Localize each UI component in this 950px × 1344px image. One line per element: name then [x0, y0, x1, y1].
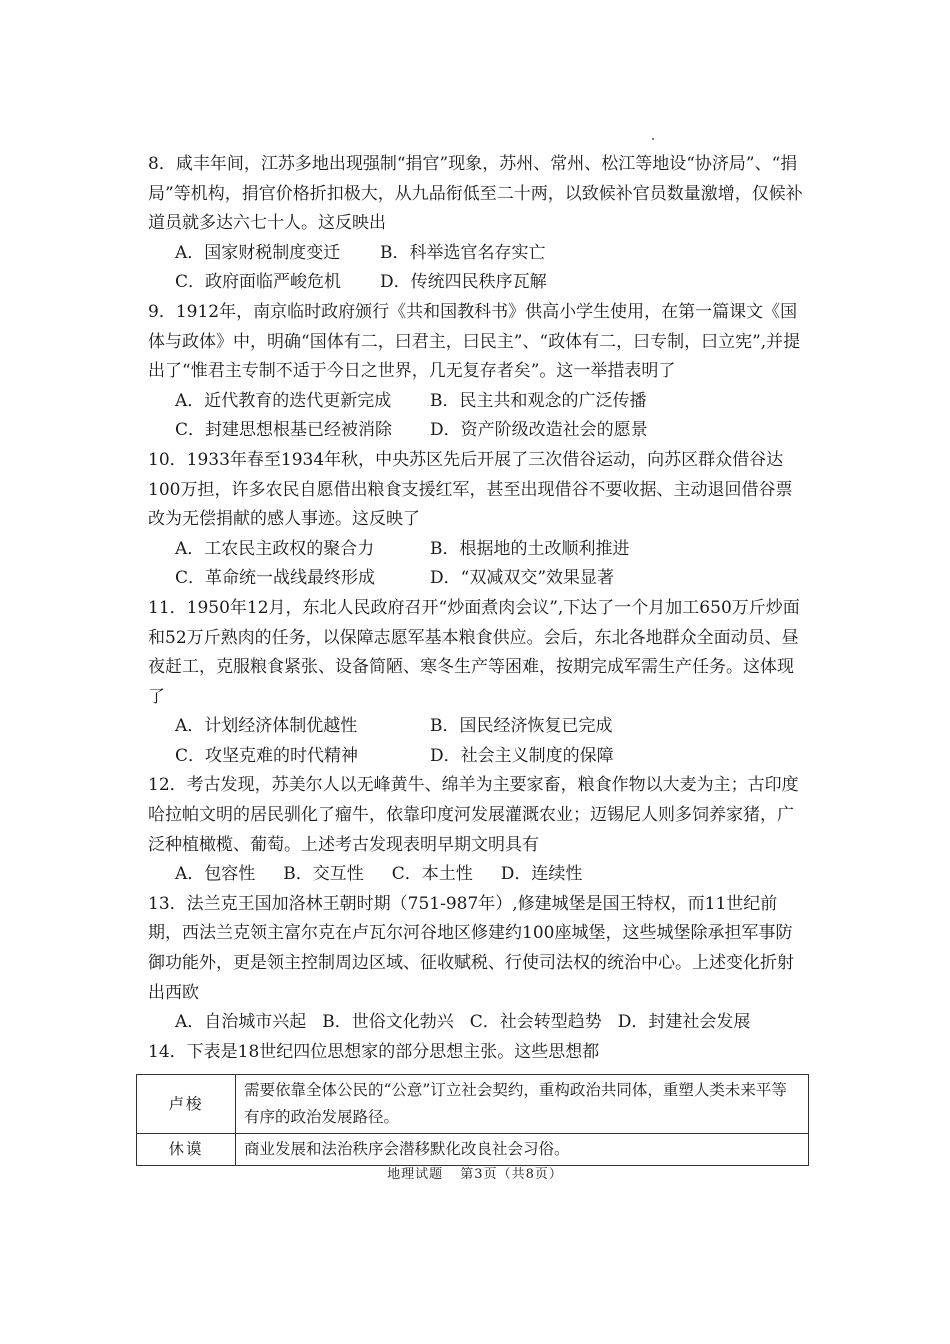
option-c: C．封建思想根基已经被消除: [175, 420, 393, 441]
options-row: [148, 416, 808, 446]
options-row: [148, 239, 808, 269]
options-row: [148, 268, 808, 298]
option-c: C．攻坚克难的时代精神: [175, 745, 359, 766]
question-13: [148, 890, 808, 1038]
question-stem: 9．1912年，南京临时政府颁行《共和国教科书》供高小学生使用，在第一篇课文《国体与政体》中，明确“国体有二，曰君主，曰民主”、“政体有二，曰专制，曰立宪”,并提出了“惟君主专制不适于今日之世界，几无复存者矣”。这一举措表明了: [148, 301, 801, 382]
option-c: C．政府面临严峻危机: [175, 272, 342, 293]
option-d: D．“双减双交”效果显著: [430, 568, 615, 589]
thinker-name: 休谟: [137, 1134, 236, 1166]
options-row: [148, 564, 808, 594]
options-row: [148, 742, 808, 772]
thinker-idea: 需要依靠全体公民的“公意”订立社会契约，重构政治共同体，重塑人类未来平等有序的政治发展路径。: [236, 1075, 809, 1134]
option-c: C．革命统一战线最终形成: [175, 568, 376, 589]
option-b: B．根据地的土改顺利推进: [430, 538, 630, 559]
thinkers-table: [136, 1074, 809, 1166]
footer-page-number: 第3页（共8页）: [460, 1167, 563, 1182]
option-b: B．科举选官名存实亡: [380, 242, 546, 263]
option-d: D．封建社会发展: [617, 1012, 751, 1033]
question-11: [148, 594, 808, 772]
option-a: A．国家财税制度变迁: [175, 242, 341, 263]
option-d: D．连续性: [500, 864, 583, 885]
question-stem: 14．下表是18世纪四位思想家的部分思想主张。这些思想都: [148, 1041, 600, 1062]
question-stem: 13．法兰克王国加洛林王朝时期（751-987年）,修建城堡是国王特权，而11世纪前期，西法兰克领主富尔克在卢瓦尔河谷地区修建约100座城堡，这些城堡除承担军事防御功能外，更是领主控制周边区域、征收赋税、行使司法权的统治中心。上述变化折射出西欧: [148, 893, 794, 1003]
option-a: A．近代教育的迭代更新完成: [175, 390, 392, 411]
question-9: [148, 298, 808, 446]
thinker-name: 卢梭: [137, 1075, 236, 1134]
options-row: [148, 387, 808, 417]
option-d: D．资产阶级改造社会的愿景: [430, 420, 648, 441]
option-a: A．计划经济体制优越性: [175, 716, 358, 737]
option-c: C．本土性: [391, 864, 473, 885]
question-stem: 12．考古发现，苏美尔人以无峰黄牛、绵羊为主要家畜，粮食作物以大麦为主；古印度哈拉帕文明的居民驯化了瘤牛，依靠印度河发展灌溉农业；迈锡尼人则多饲养家猪，广泛种植橄榄、葡萄。上述考古发现表明早期文明具有: [148, 775, 799, 855]
question-stem: 8．咸丰年间，江苏多地出现强制“捐官”现象，苏州、常州、松江等地设“协济局”、“捐局”等机构，捐官价格折扣极大，从九品衔低至二十两，以致候补官员数量激增，仅候补道员就多达六七十人。这反映出: [148, 154, 803, 234]
options-row: [148, 712, 808, 742]
question-14: [148, 1038, 808, 1068]
table-row: [137, 1075, 809, 1134]
option-b: B．世俗文化勃兴: [322, 1012, 454, 1033]
question-12: [148, 771, 808, 889]
question-8: [148, 150, 808, 298]
option-a: A．工农民主政权的聚合力: [175, 538, 375, 559]
thinker-idea: 商业发展和法治秩序会潜移默化改良社会习俗。: [236, 1134, 809, 1166]
options-row: [148, 1008, 808, 1038]
question-stem: 11．1950年12月，东北人民政府召开“炒面煮肉会议”,下达了一个月加工650万斤炒面和52万斤熟肉的任务，以保障志愿军基本粮食供应。会后，东北各地群众全面动员、昼夜赶工，克服粮食紧张、设备简陋、寒冬生产等困难，按期完成军需生产任务。这体现了: [148, 597, 800, 707]
options-row: [148, 535, 808, 565]
option-d: D．传统四民秩序瓦解: [380, 272, 547, 293]
option-a: A．包容性: [175, 864, 256, 885]
option-a: A．自治城市兴起: [175, 1012, 307, 1033]
question-stem: 10．1933年春至1934年秋，中央苏区先后开展了三次借谷运动，向苏区群众借谷达100万担，许多农民自愿借出粮食支援红军，甚至出现借谷不要收据、主动退回借谷票改为无偿捐献的感人事迹。这反映了: [148, 449, 793, 530]
scan-speck: [652, 138, 654, 140]
footer-subject: 地理试题: [387, 1167, 444, 1182]
table-row: [137, 1134, 809, 1166]
questions-block: [148, 150, 808, 1067]
page-footer: [0, 1163, 950, 1182]
option-d: D．社会主义制度的保障: [430, 745, 614, 766]
options-row: [148, 860, 808, 890]
option-c: C．社会转型趋势: [469, 1012, 602, 1033]
option-b: B．国民经济恢复已完成: [430, 716, 613, 737]
option-b: B．交互性: [283, 864, 364, 885]
question-10: [148, 446, 808, 594]
option-b: B．民主共和观念的广泛传播: [430, 390, 647, 411]
